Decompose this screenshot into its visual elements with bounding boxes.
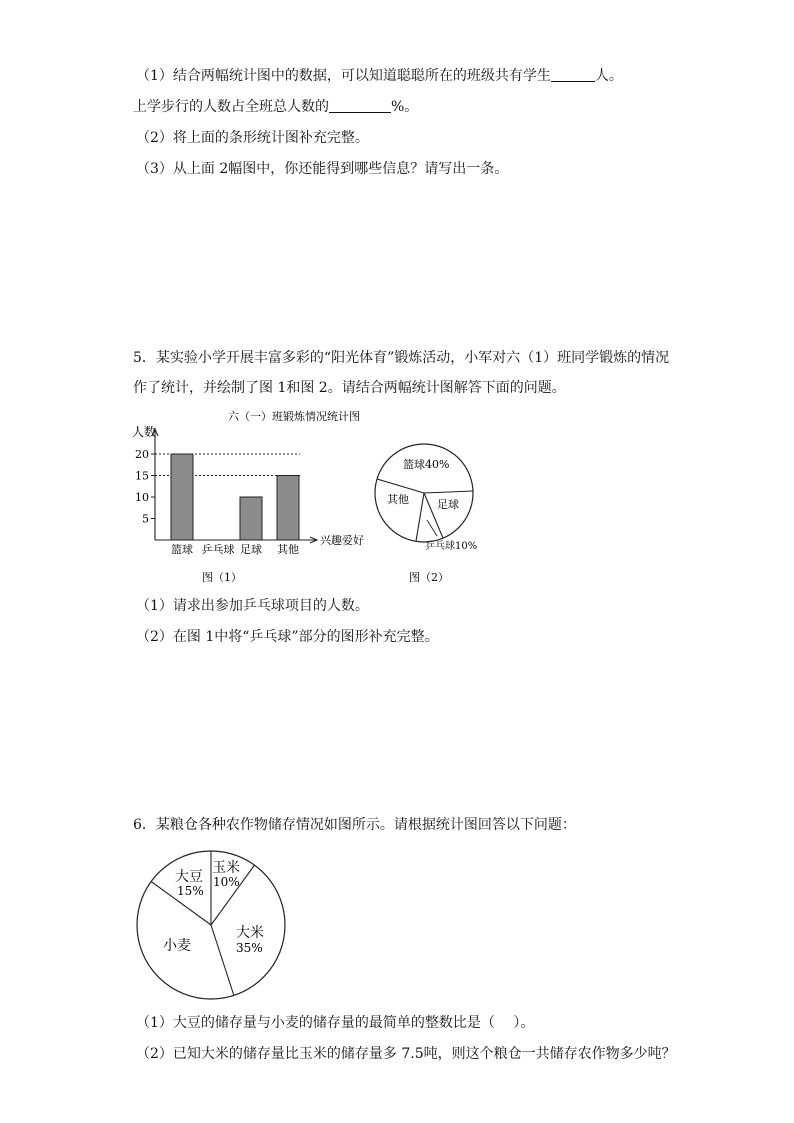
answer-blank-students[interactable]: [551, 67, 595, 82]
s4-q1b-end: %。: [391, 99, 419, 115]
bar-chart-xlabel: 兴趣爱好: [320, 534, 364, 547]
pie-divider-other-basketball: [377, 479, 424, 493]
p5-q1: （1）请求出参加乒乓球项目的人数。: [136, 598, 369, 614]
x-tick-label: 篮球: [171, 543, 193, 556]
pie-chart-grain: [133, 850, 293, 1005]
p5-q2: （2）在图 1中将“乒乓球”部分的图形补充完整。: [136, 629, 439, 645]
pie-label-pingpong: 乒乓球10%: [425, 541, 478, 552]
p5-line2: 作了统计，并绘制了图 1和图 2。请结合两幅统计图解答下面的问题。: [133, 380, 566, 396]
fig1-caption: 图（1）: [202, 571, 242, 584]
grain-label-corn: 玉米: [212, 860, 240, 876]
x-tick-label: 乒乓球: [201, 543, 235, 556]
pie-divider-pingpong-other: [416, 493, 424, 541]
x-tick-label: 其他: [277, 543, 299, 556]
s4-q1-text: （1）结合两幅统计图中的数据，可以知道聪聪所在的班级共有学生: [136, 68, 551, 84]
bar-chart-title: 六（一）班锻炼情况统计图: [228, 410, 360, 423]
s4-q1b-text: 上学步行的人数占全班总人数的: [133, 99, 329, 115]
pie-label-football: 足球: [437, 498, 459, 511]
grain-label-rice: 大米: [236, 925, 264, 941]
s4-q2: （2）将上面的条形统计图补充完整。: [136, 130, 369, 146]
y-tick-label: 15: [135, 469, 149, 483]
y-tick-label: 10: [135, 491, 149, 504]
answer-blank-percent[interactable]: [329, 98, 391, 113]
p6-q1: （1）大豆的储存量与小麦的储存量的最简单的整数比是（ ）。: [136, 1015, 535, 1031]
bar-chart: [120, 405, 385, 585]
s4-q1-line: [136, 66, 623, 86]
grain-label-wheat: 小麦: [163, 938, 191, 954]
grain-pie-divider: [211, 925, 234, 995]
pie-label-basketball: 篮球40%: [403, 458, 450, 471]
y-tick-label: 20: [135, 448, 149, 461]
pie-chart-exercise: [365, 435, 515, 585]
bar: [277, 476, 299, 541]
bar: [171, 454, 193, 540]
s4-q1b-line: [133, 97, 418, 117]
pie-divider-basketball-football: [424, 491, 473, 493]
grain-pct-rice: 35%: [236, 941, 263, 955]
grain-pct-soybean: 15%: [177, 884, 204, 898]
fig2-caption: 图（2）: [409, 571, 449, 584]
y-tick-label: 5: [142, 512, 149, 526]
s4-q3: （3）从上面 2幅图中，你还能得到哪些信息？请写出一条。: [136, 161, 509, 177]
grain-label-soybean: 大豆: [175, 869, 203, 885]
bar-chart-ylabel: 人数: [132, 425, 157, 439]
p5-line1: 5．某实验小学开展丰富多彩的“阳光体育”锻炼活动，小军对六（1）班同学锻炼的情况: [133, 350, 670, 366]
x-tick-label: 足球: [240, 543, 262, 556]
pie-label-other: 其他: [387, 493, 409, 506]
bar: [240, 497, 262, 540]
p6-q2: （2）已知大米的储存量比玉米的储存量多 7.5吨，则这个粮仓一共储存农作物多少吨？: [136, 1046, 676, 1062]
grain-pct-corn: 10%: [213, 875, 240, 889]
s4-q1-end: 人。: [594, 68, 623, 84]
pingpong-leader: [427, 520, 437, 536]
p6-line1: 6．某粮仓各种农作物储存情况如图所示。请根据统计图回答以下问题：: [133, 817, 576, 833]
